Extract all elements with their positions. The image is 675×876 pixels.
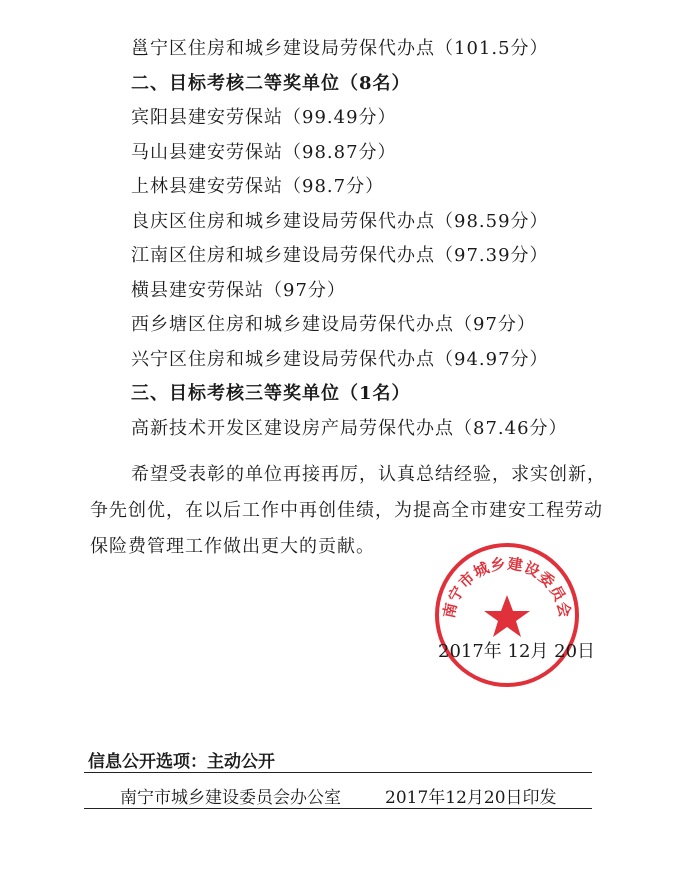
award-entry: 江南区住房和城乡建设局劳保代办点（97.39分） bbox=[131, 245, 549, 266]
award-entry: 横县建安劳保站（97分） bbox=[131, 279, 346, 301]
section-heading: 三、目标考核三等奖单位（1名） bbox=[131, 383, 411, 404]
award-entry: 高新技术开发区建设房产局劳保代办点（87.46分） bbox=[131, 417, 568, 439]
seal-text: 南宁市城乡建设委员会 bbox=[439, 554, 575, 620]
award-entry: 良庆区住房和城乡建设局劳保代办点（98.59分） bbox=[131, 210, 549, 232]
award-entry: 西乡塘区住房和城乡建设局劳保代办点（97分） bbox=[131, 314, 536, 335]
issue-date: 2017年12月20日印发 bbox=[385, 788, 557, 808]
issuer-name: 南宁市城乡建设委员会办公室 bbox=[120, 788, 341, 808]
award-entry: 马山县建安劳保站（98.87分） bbox=[131, 141, 397, 163]
award-entry: 宾阳县建安劳保站（99.49分） bbox=[131, 107, 397, 128]
award-entry: 兴宁区住房和城乡建设局劳保代办点（94.97分） bbox=[131, 348, 549, 370]
award-entry: 上林县建安劳保站（98.7分） bbox=[131, 176, 385, 197]
award-entry: 邕宁区住房和城乡建设局劳保代办点（101.5分） bbox=[131, 38, 549, 59]
section-heading: 二、目标考核二等奖单位（8名） bbox=[131, 72, 411, 94]
signature-date: 2017年 12月 20日 bbox=[438, 641, 596, 662]
official-seal-icon bbox=[432, 540, 582, 690]
closing-paragraph: 希望受表彰的单位再接再厉，认真总结经验，求实创新，争先创优，在以后工作中再创佳绩，为提高全市建安工程劳动保险费管理工作做出更大的贡献。 bbox=[90, 464, 606, 557]
issuer-line bbox=[120, 786, 557, 810]
footer-rule-bottom bbox=[84, 808, 592, 809]
disclosure-option: 信息公开选项：主动公开 bbox=[88, 752, 275, 772]
